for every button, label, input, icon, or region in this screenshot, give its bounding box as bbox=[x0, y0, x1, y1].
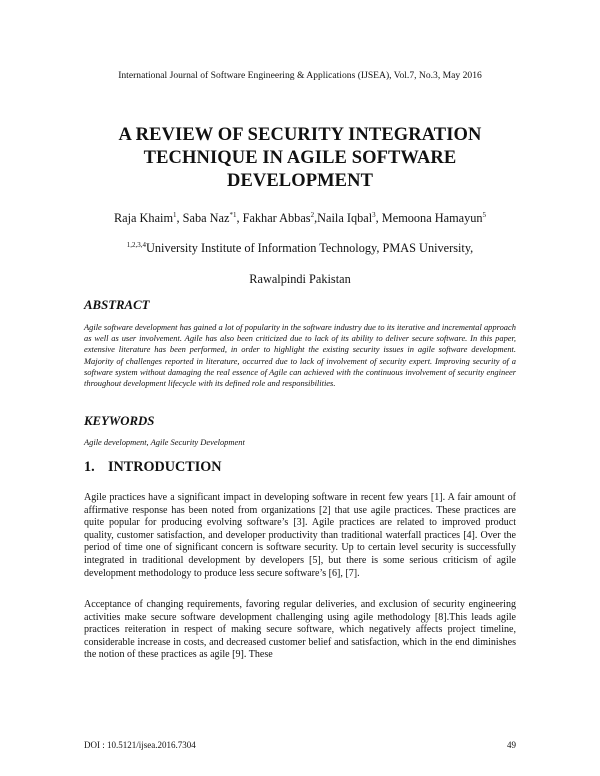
author-name: Memoona Hamayun bbox=[381, 211, 483, 225]
doi-footer: DOI : 10.5121/ijsea.2016.7304 bbox=[84, 740, 196, 750]
author-separator: , bbox=[176, 211, 183, 225]
abstract-text: Agile software development has gained a lot of popularity in the software industry due to its iterative and incremental approach as well as user involvement. Agile has also been criticized due to lack of its ability to deliver secure software. In this paper, extensive literature has been performed, in order to highlight the existing security issues in agile software development. Majority of challenges reported in literature, occurred due to lack of involvement of security expert. Improving security of a software system without damaging the real essence of Agile can achieved with the continuous involvement of security engineer throughout development lifecycle with its defined role and responsibilities. bbox=[84, 322, 516, 389]
intro-paragraph-2: Acceptance of changing requirements, favoring regular deliveries, and exclusion of security engineering activities make secure software development challenging using agile methodology [8].This leads agile practices reiteration in respect of making secure software, which negatively affects project timeline, considerable increase in costs, and decreased customer belief and satisfaction, which in the end diminishes the notion of these practices as agile [9]. These bbox=[84, 599, 516, 661]
author-name: Raja Khaim bbox=[113, 211, 174, 225]
author-affil-mark: 1 bbox=[173, 210, 177, 219]
section-number: 1. bbox=[84, 459, 95, 475]
author-affil-mark: *1 bbox=[229, 210, 237, 219]
page-number: 49 bbox=[507, 740, 516, 750]
author-affil-mark: 2 bbox=[310, 210, 315, 219]
author-name: Saba Naz bbox=[182, 211, 230, 225]
author-affil-mark: 5 bbox=[482, 210, 487, 219]
author-separator: , bbox=[375, 211, 382, 225]
author-affil-mark: 3 bbox=[372, 210, 376, 219]
affiliation-line-2: Rawalpindi Pakistan bbox=[249, 272, 351, 286]
affiliation-institute: University Institute of Information Technology, PMAS University, bbox=[146, 241, 474, 255]
title-line-3: DEVELOPMENT bbox=[226, 171, 374, 191]
title-line-2: TECHNIQUE IN AGILE SOFTWARE bbox=[143, 148, 457, 168]
author-name: Naila Iqbal bbox=[317, 211, 373, 225]
author-list bbox=[0, 211, 600, 226]
intro-paragraph-1: Agile practices have a significant impact in developing software in recent few years [1]. A fair amount of affirmative response has been noted from organizations [2] that use agile practices. These practices are quite popular for producing evolving software’s [3]. Agile practices are related to improved product quality, customer satisfaction, and developer productivity than traditional waterfall practices [4]. Over the period of time one of significant concern is software security. Up to certain level security is successfully integrated in traditional development by developers [5], but there is some serious criticism of agile development methodology to produce less secure software’s [6], [7]. bbox=[84, 492, 516, 579]
affiliation-line-1 bbox=[0, 241, 600, 256]
section-title: INTRODUCTION bbox=[108, 459, 222, 475]
introduction-heading bbox=[84, 459, 222, 476]
abstract-heading: ABSTRACT bbox=[84, 298, 150, 312]
author-name: Fakhar Abbas bbox=[242, 211, 311, 225]
title-line-1: A REVIEW OF SECURITY INTEGRATION bbox=[118, 125, 482, 145]
affiliation-mark: 1,2,3,4 bbox=[126, 240, 146, 249]
keywords-heading: KEYWORDS bbox=[84, 414, 155, 428]
journal-header: International Journal of Software Engineering & Applications (IJSEA), Vol.7, No.3, May 2016 bbox=[118, 70, 482, 81]
author-separator: , bbox=[236, 211, 243, 225]
paper-title bbox=[60, 124, 540, 193]
keywords-text: Agile development, Agile Security Development bbox=[84, 437, 245, 447]
author-separator: , bbox=[314, 211, 318, 225]
